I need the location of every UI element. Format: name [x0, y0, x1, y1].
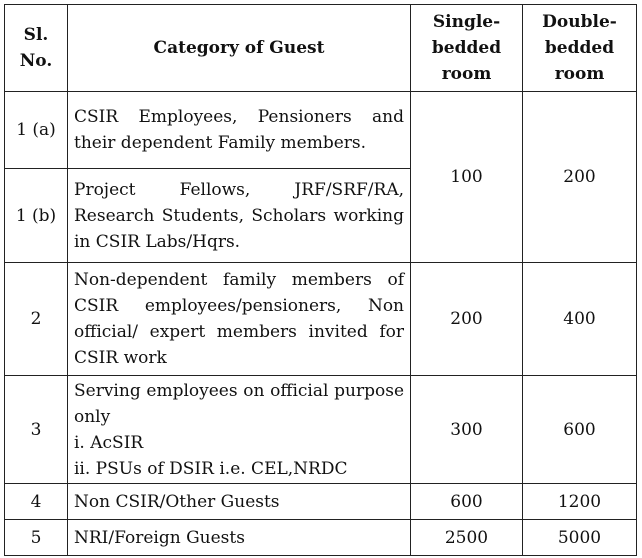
table-row: [5, 376, 637, 484]
row-single-rate: 300: [411, 376, 523, 484]
row-sl-no: 3: [5, 376, 68, 484]
row-double-rate: 200: [523, 92, 637, 263]
row-double-rate: 5000: [523, 520, 637, 556]
category-line: i. AcSIR: [74, 432, 144, 453]
header-double-bedded: Double- bedded room: [523, 5, 637, 92]
row-double-rate: 600: [523, 376, 637, 484]
row-single-rate: 200: [411, 263, 523, 376]
category-line: Serving employees on official purpose only: [74, 380, 404, 427]
row-category: Non-dependent family members of CSIR employees/pensioners, Non official/ expert members invited for CSIR work: [68, 263, 411, 376]
header-category: Category of Guest: [68, 5, 411, 92]
category-line: ii. PSUs of DSIR i.e. CEL,NRDC: [74, 458, 348, 479]
table-row: [5, 263, 637, 376]
row-sl-no: 1 (a): [5, 92, 68, 169]
row-double-rate: 400: [523, 263, 637, 376]
row-double-rate: 1200: [523, 484, 637, 520]
row-single-rate: 600: [411, 484, 523, 520]
row-sl-no: 2: [5, 263, 68, 376]
row-sl-no: 1 (b): [5, 169, 68, 263]
row-category: Project Fellows, JRF/SRF/RA, Research Students, Scholars working in CSIR Labs/Hqrs.: [68, 169, 411, 263]
row-category: CSIR Employees, Pensioners and their dependent Family members.: [68, 92, 411, 169]
row-single-rate: 2500: [411, 520, 523, 556]
table-row: [5, 92, 637, 169]
row-single-rate: 100: [411, 92, 523, 263]
table-row: [5, 520, 637, 556]
row-sl-no: 4: [5, 484, 68, 520]
table-row: [5, 484, 637, 520]
row-category: [68, 376, 411, 484]
row-sl-no: 5: [5, 520, 68, 556]
header-sl-no: Sl. No.: [5, 5, 68, 92]
row-category: NRI/Foreign Guests: [68, 520, 411, 556]
header-row: [5, 5, 637, 92]
row-category: Non CSIR/Other Guests: [68, 484, 411, 520]
header-single-bedded: Single- bedded room: [411, 5, 523, 92]
guest-tariff-table: [4, 4, 637, 556]
